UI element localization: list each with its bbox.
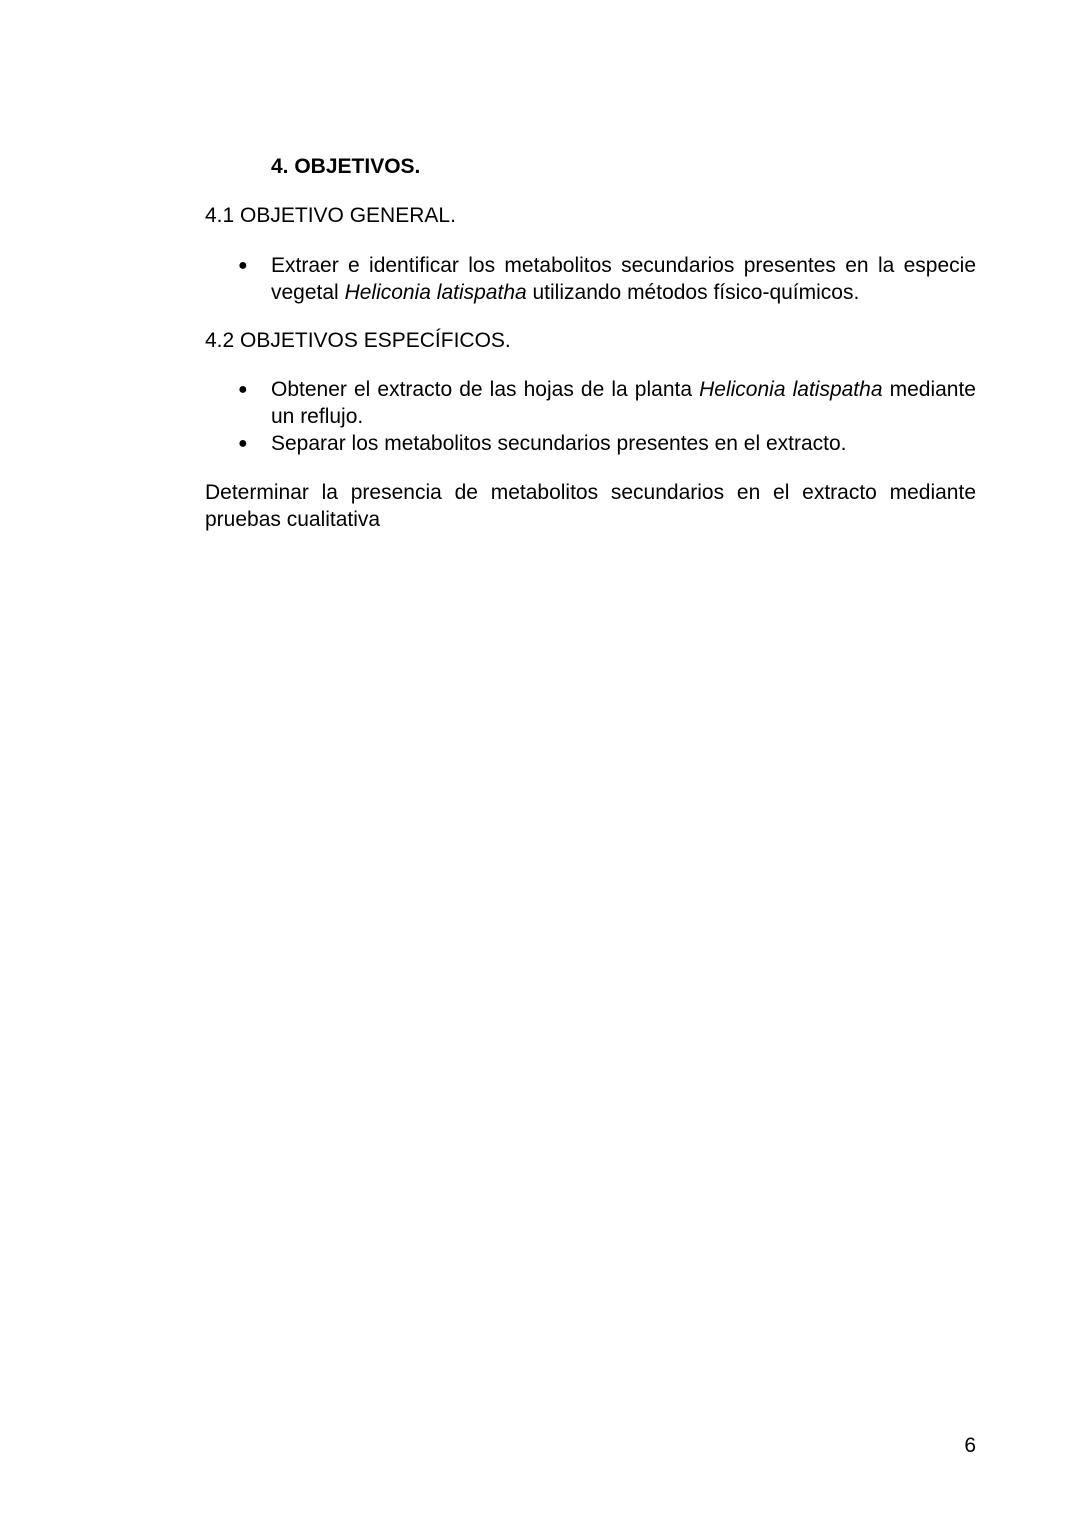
bullet-icon: ● [238,435,248,452]
list-item [205,252,976,306]
item-text: Obtener el extracto de las hojas de la planta [271,378,700,401]
item-text: Separar los metabolitos secundarios presentes en el extracto. [271,432,847,455]
item-text: Extraer e identificar los metabolitos secundarios presentes en la especie vegetal [271,254,976,304]
general-objective-list [205,252,976,306]
general-objective-title: 4.1 OBJETIVO GENERAL. [205,204,456,227]
bullet-icon: ● [238,257,248,274]
species-name: Heliconia latispatha [699,378,883,401]
specific-objectives-list [205,376,976,457]
bullet-icon: ● [238,381,248,398]
item-text-end: mediante un reflujo. [271,378,976,428]
list-item [205,430,976,457]
specific-objectives-title: 4.2 OBJETIVOS ESPECÍFICOS. [205,329,511,352]
section-heading: 4. OBJETIVOS. [271,155,421,178]
species-name: Heliconia latispatha [344,281,527,304]
list-item [205,376,976,430]
body-paragraph: Determinar la presencia de metabolitos secundarios en el extracto mediante pruebas cualitativa [205,481,976,531]
item-text-end: utilizando métodos físico-químicos. [526,281,860,304]
page-number: 6 [964,1434,976,1457]
